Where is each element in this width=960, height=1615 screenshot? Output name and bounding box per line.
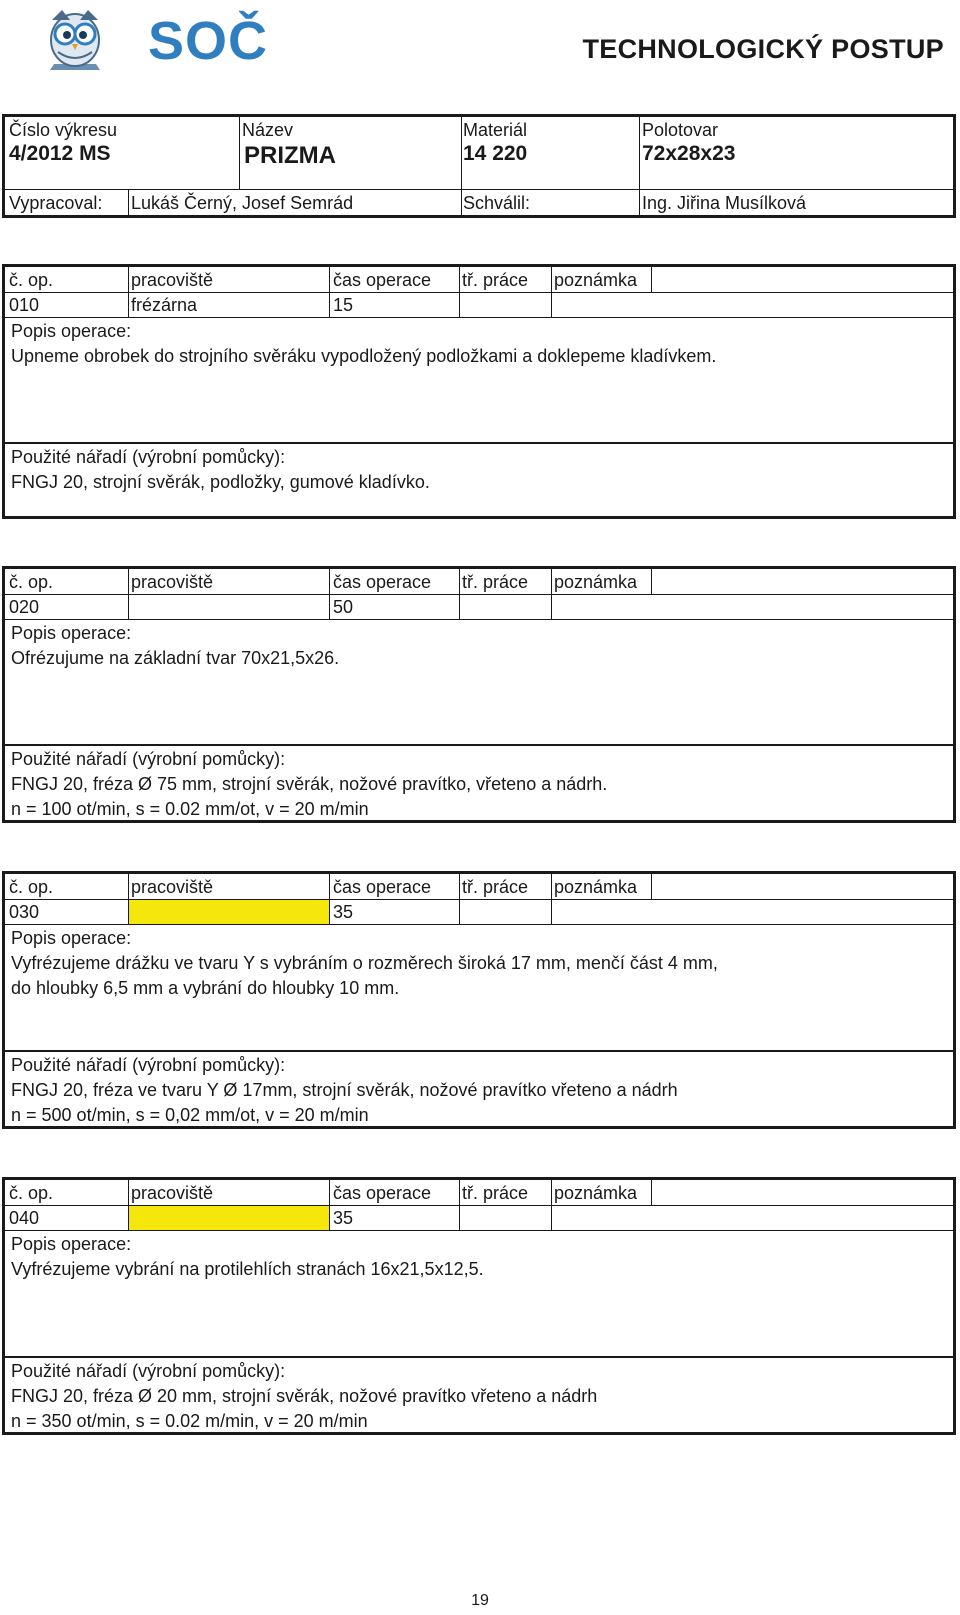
tools-label: Použité nářadí (výrobní pomůcky): bbox=[11, 1361, 286, 1381]
operation-block bbox=[2, 566, 956, 823]
workplace-highlight bbox=[129, 1206, 329, 1230]
note-header: poznámka bbox=[554, 1183, 638, 1203]
op-number-header: č. op. bbox=[9, 270, 54, 290]
work-class-header: tř. práce bbox=[462, 877, 529, 897]
description-text: Vyfrézujeme vybrání na protilehlích stranách 16x21,5x12,5. bbox=[11, 1259, 484, 1279]
op-time: 50 bbox=[333, 597, 354, 617]
tools-text: FNGJ 20, fréza Ø 75 mm, strojní svěrák, nožové pravítko, vřeteno a nádrh. bbox=[11, 774, 608, 794]
note-header: poznámka bbox=[554, 877, 638, 897]
approved-by-label: Schválil: bbox=[463, 193, 531, 213]
op-number: 010 bbox=[9, 295, 40, 315]
prepared-by-value: Lukáš Černý, Josef Semrád bbox=[131, 193, 354, 213]
note-header: poznámka bbox=[554, 572, 638, 592]
tools-text: FNGJ 20, fréza Ø 20 mm, strojní svěrák, nožové pravítko vřeteno a nádrh bbox=[11, 1386, 598, 1406]
document-title: TECHNOLOGICKÝ POSTUP bbox=[582, 34, 944, 64]
tools-label: Použité nářadí (výrobní pomůcky): bbox=[11, 447, 286, 467]
op-time-header: čas operace bbox=[333, 572, 432, 592]
material-label: Materiál bbox=[463, 120, 528, 140]
description-text: Ofrézujume na základní tvar 70x21,5x26. bbox=[11, 648, 340, 668]
operation-block bbox=[2, 1177, 956, 1435]
op-number: 020 bbox=[9, 597, 40, 617]
tools-label: Použité nářadí (výrobní pomůcky): bbox=[11, 749, 286, 769]
tools-label: Použité nářadí (výrobní pomůcky): bbox=[11, 1055, 286, 1075]
description-text: do hloubky 6,5 mm a vybrání do hloubky 10 mm. bbox=[11, 978, 400, 998]
description-text: Upneme obrobek do strojního svěráku vypodložený podložkami a doklepeme kladívkem. bbox=[11, 346, 717, 366]
op-time-header: čas operace bbox=[333, 1183, 432, 1203]
op-workplace: frézárna bbox=[131, 295, 198, 315]
workplace-header: pracoviště bbox=[131, 572, 214, 592]
op-number: 040 bbox=[9, 1208, 40, 1228]
blank-value: 72x28x23 bbox=[642, 142, 736, 165]
op-time-header: čas operace bbox=[333, 877, 432, 897]
work-class-header: tř. práce bbox=[462, 572, 529, 592]
work-class-header: tř. práce bbox=[462, 1183, 529, 1203]
description-label: Popis operace: bbox=[11, 623, 132, 643]
blank-label: Polotovar bbox=[642, 120, 719, 140]
work-class-header: tř. práce bbox=[462, 270, 529, 290]
cutting-parameters: n = 500 ot/min, s = 0,02 mm/ot, v = 20 m/min bbox=[11, 1105, 369, 1125]
description-text: Vyfrézujeme drážku ve tvaru Y s vybráním o rozměrech široká 17 mm, menčí část 4 mm, bbox=[11, 953, 718, 973]
workplace-highlight bbox=[129, 900, 329, 924]
drawing-number-label: Číslo výkresu bbox=[9, 120, 118, 140]
material-value: 14 220 bbox=[463, 142, 528, 165]
drawing-number-value: 4/2012 MS bbox=[9, 142, 111, 165]
owl-icon bbox=[44, 6, 106, 72]
operation-block bbox=[2, 264, 956, 519]
workplace-header: pracoviště bbox=[131, 1183, 214, 1203]
name-label: Název bbox=[242, 120, 294, 140]
op-time: 35 bbox=[333, 902, 354, 922]
description-label: Popis operace: bbox=[11, 321, 132, 341]
op-number-header: č. op. bbox=[9, 572, 54, 592]
op-number: 030 bbox=[9, 902, 40, 922]
note-header: poznámka bbox=[554, 270, 638, 290]
logo-text: SOČ bbox=[148, 11, 269, 71]
op-time-header: čas operace bbox=[333, 270, 432, 290]
workplace-header: pracoviště bbox=[131, 270, 214, 290]
info-table bbox=[2, 114, 956, 218]
cutting-parameters: n = 350 ot/min, s = 0.02 m/min, v = 20 m/min bbox=[11, 1411, 368, 1431]
op-time: 35 bbox=[333, 1208, 354, 1228]
operation-block bbox=[2, 871, 956, 1129]
tools-text: FNGJ 20, strojní svěrák, podložky, gumové kladívko. bbox=[11, 472, 430, 492]
workplace-header: pracoviště bbox=[131, 877, 214, 897]
description-label: Popis operace: bbox=[11, 928, 132, 948]
op-time: 15 bbox=[333, 295, 354, 315]
approved-by-value: Ing. Jiřina Musílková bbox=[642, 193, 807, 213]
soc-logo bbox=[44, 6, 269, 76]
page-number: 19 bbox=[471, 1592, 489, 1609]
op-number-header: č. op. bbox=[9, 1183, 54, 1203]
op-number-header: č. op. bbox=[9, 877, 54, 897]
name-value: PRIZMA bbox=[244, 142, 336, 169]
prepared-by-label: Vypracoval: bbox=[9, 193, 103, 213]
cutting-parameters: n = 100 ot/min, s = 0.02 mm/ot, v = 20 m/min bbox=[11, 799, 369, 819]
tools-text: FNGJ 20, fréza ve tvaru Y Ø 17mm, strojní svěrák, nožové pravítko vřeteno a nádrh bbox=[11, 1080, 678, 1100]
description-label: Popis operace: bbox=[11, 1234, 132, 1254]
